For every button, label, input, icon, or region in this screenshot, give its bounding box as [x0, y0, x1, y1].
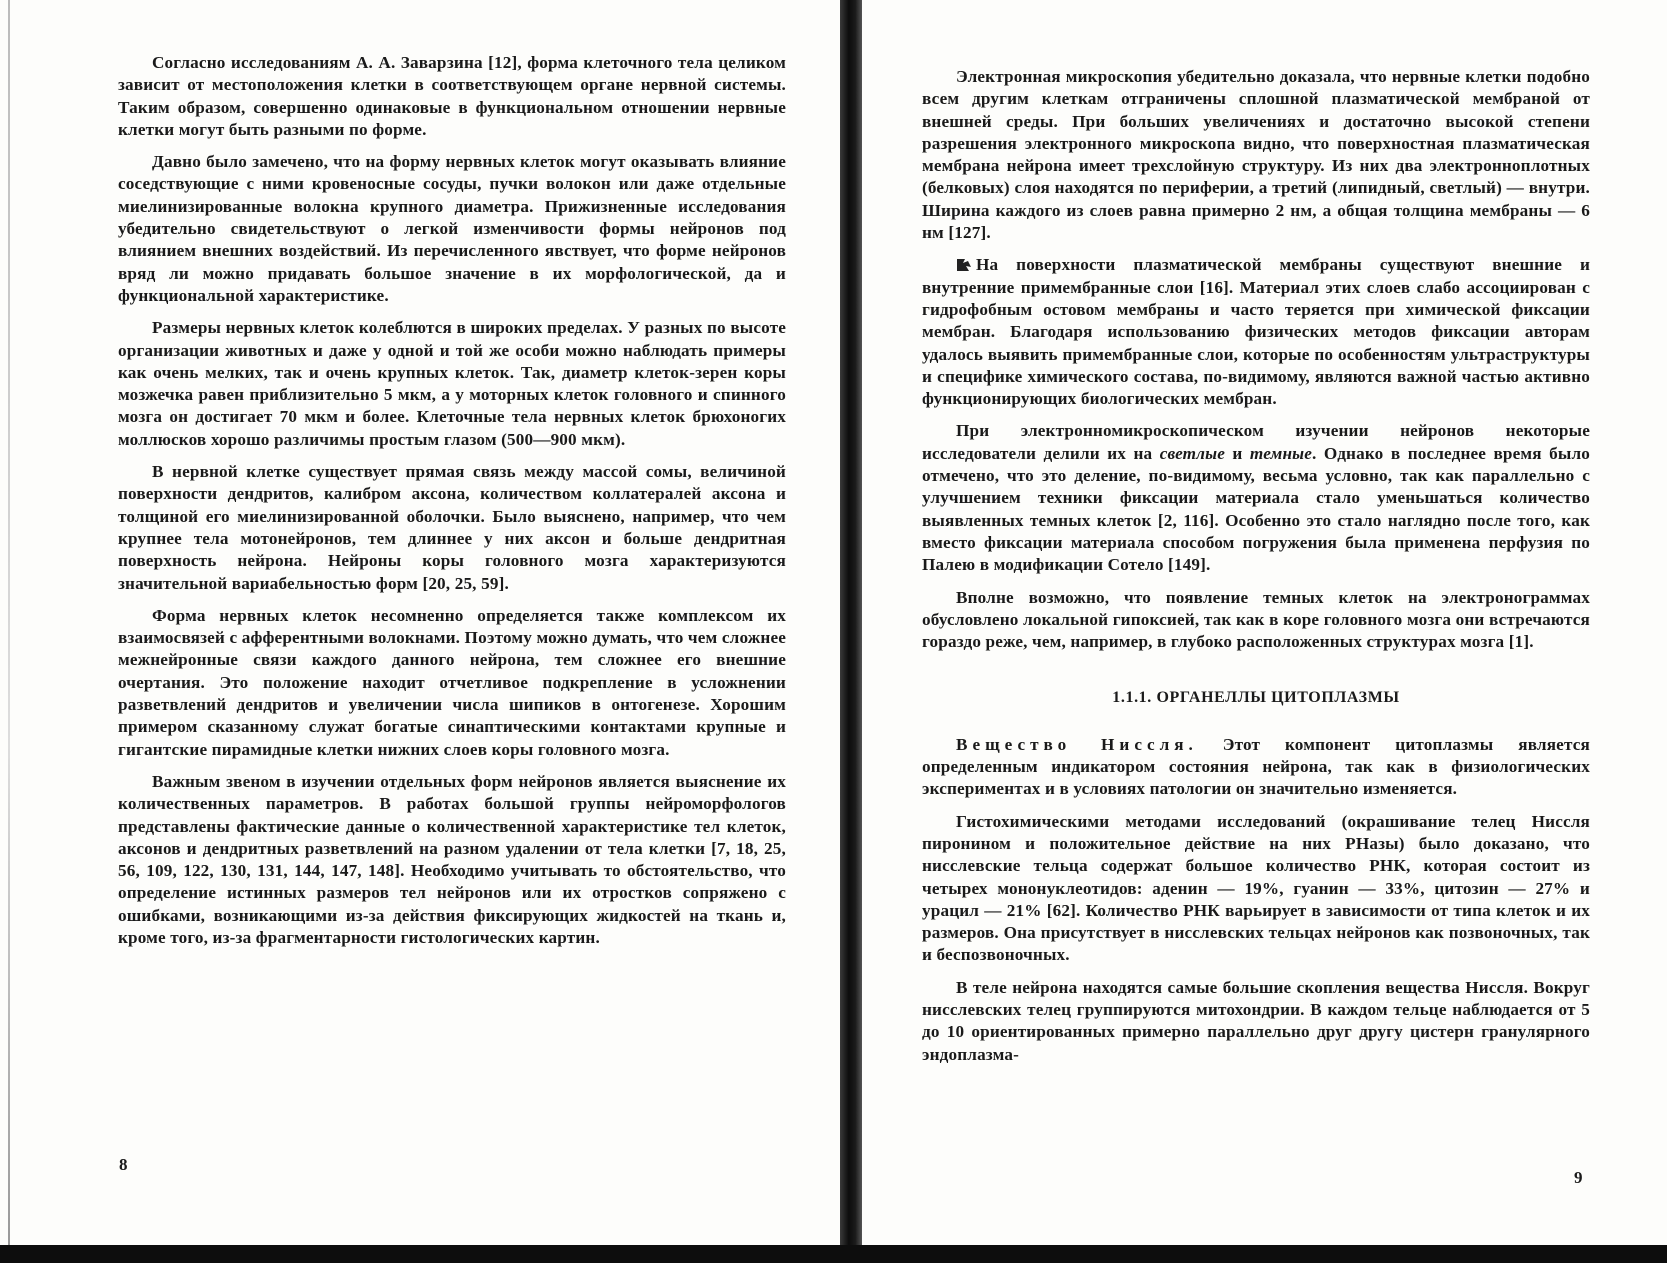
paragraph: Размеры нервных клеток колеблются в широких пределах. У разных по высоте организации животных и даже у одной и той же особи можно наблюдать примеры как очень мелких, так и очень крупных клеток. Так, диаметр клеток-зерен коры мозжечка равен приблизительно 5 мкм, а у моторных клеток головного и спинного мозга он достигает 70 мкм и более. Клеточные тела нервных клеток брюхоногих моллюсков хорошо различимы простым глазом (500—900 мкм).: [118, 318, 786, 449]
book-gutter: [840, 0, 862, 1263]
paragraph: В нервной клетке существует прямая связь между массой сомы, величиной поверхности дендритов, калибром аксона, количеством коллатералей аксона и толщиной его миелинизированной оболочки. Было выяснено, например, что чем крупнее тела мотонейронов, тем длиннее у них аксон и больше дендритная поверхность нейрона. Нейроны коры головного мозга характеризуются значительной вариабельностью форм [20, 25, 59].: [118, 462, 786, 593]
section-heading: 1.1.1. ОРГАНЕЛЛЫ ЦИТОПЛАЗМЫ: [1112, 689, 1400, 707]
right-text-column: [922, 66, 1590, 1076]
paragraph-text: и: [1224, 443, 1250, 463]
page-edge: [8, 0, 10, 1245]
paragraph: Гистохимическими методами исследований (окрашивание телец Ниссля пиронином и положительное действие на них РНазы) было доказано, что нисслевские тельца содержат большое количество РНК, которая состоит из четырех мононуклеотидов: аденин — 19%, гуанин — 33%, цитозин — 27% и урацил — 21% [62]. Количество РНК варьирует в зависимости от типа клеток и их размеров. Она присутствует в нисслевских тельцах нейронов как позвоночных, так и беспозвоночных.: [922, 811, 1590, 965]
scan-bottom-band: [0, 1245, 1667, 1263]
left-page: [0, 0, 840, 1245]
page-number: 8: [119, 1155, 128, 1174]
paragraph: Вполне возможно, что появление темных клеток на электронограммах обусловлено локальной гипоксией, так как в коре головного мозга они встречаются гораздо реже, чем, например, в глубоко расположенных структурах мозга [1].: [922, 587, 1590, 652]
paragraph: Важным звеном в изучении отдельных форм нейронов является выяснение их количественных параметров. В работах большой группы нейроморфологов представлены фактические данные о количественной характеристике тел клеток, аксонов и дендритных разветвлений на разном удалении от тела клетки [7, 18, 25, 56, 109, 122, 130, 131, 144, 147, 148]. Необходимо учитывать то обстоятельство, что определение истинных размеров тел нейронов или их отростков сопряжено с ошибками, возникающими из-за действия фиксирующих жидкостей на ткань и, кроме того, из-за фрагментарности гистологических картин.: [118, 771, 786, 947]
paragraph-text: При электронномикроскопическом изучении нейронов некоторые исследователи делили их на: [922, 421, 1590, 463]
paragraph: [922, 420, 1590, 576]
paragraph-text: Этот компонент цитоплазмы является определенным индикатором состояния нейрона, так как в физиологических экспериментах и в условиях патологии он значительно изменяется.: [922, 734, 1590, 799]
margin-mark-icon: [956, 258, 972, 272]
paragraph: В теле нейрона находятся самые большие скопления вещества Ниссля. Вокруг нисслевских телец группируются митохондрии. В каждом тельце наблюдается от 5 до 10 ориентированных примерно параллельно друг другу цистерн гранулярного эндоплазма-: [922, 977, 1590, 1064]
italic-term: светлые: [1159, 443, 1225, 463]
spaced-term: Вещество Ниссля.: [956, 734, 1198, 754]
page-number: 9: [1574, 1168, 1583, 1187]
paragraph: Форма нервных клеток несомненно определяется также комплексом их взаимосвязей с афферентными волокнами. Поэтому можно думать, что чем сложнее межнейронные связи каждого данного нейрона, тем сложнее его внешние очертания. Это положение находит отчетливое подкрепление в усложнении разветвлений дендритов и увеличении числа шипиков в онтогенезе. Хорошим примером сказанному служат богатые синаптическими контактами крупные и гигантские пирамидные клетки нижних слоев коры головного мозга.: [118, 605, 786, 759]
paragraph: Давно было замечено, что на форму нервных клеток могут оказывать влияние соседствующие с ними кровеносные сосуды, пучки волокон или даже отдельные миелинизированные волокна крупного диаметра. Прижизненные исследования убедительно свидетельствуют о легкой изменчивости формы нейронов под влиянием внешних воздействий. Из перечисленного явствует, что форме нейронов вряд ли можно придавать большое значение в их морфологической, да и функциональной характеристике.: [118, 152, 786, 305]
paragraph: Согласно исследованиям А. А. Заварзина [12], форма клеточного тела целиком зависит от местоположения клетки в соответствующем органе нервной системы. Таким образом, совершенно одинаковые в функциональном отношении нервные клетки могут быть разными по форме.: [118, 53, 786, 139]
paragraph-text: . Однако в последнее время было отмечено, что это деление, по-видимому, весьма условно, так как параллельно с улучшением техники фиксации материала стало уменьшаться количество выявленных темных клеток [2, 116]. Особенно это стало наглядно после того, как вместо фиксации материала способом погружения была применена перфузия по Палею в модификации Сотело [149].: [922, 443, 1590, 575]
paragraph-marked: [922, 254, 1590, 410]
paragraph: [922, 734, 1590, 801]
paragraph-text: На поверхности плазматической мембраны существуют внешние и внутренние примембранные слои [16]. Материал этих слоев слабо ассоциирован с гидрофобным остовом мембраны и часто теряется при химической фиксации мембран. Благодаря использованию физических методов фиксации авторам удалось выявить примембранные слои, которые по особенностям ультраструктуры и специфике химического состава, по-видимому, являются важной частью активно функционирующих биологических мембран.: [922, 255, 1590, 409]
italic-term: темные: [1249, 443, 1313, 463]
left-text-column: [118, 52, 786, 959]
paragraph: Электронная микроскопия убедительно доказала, что нервные клетки подобно всем другим клеткам отграничены сплошной плазматической мембраной от внешней среды. При больших увеличениях и достаточно высокой степени разрешения электронного микроскопа видно, что поверхностная плазматическая мембрана нейрона имеет трехслойную структуру. Из них два электронноплотных (белковых) слоя находятся по периферии, а третий (липидный, светлый) — внутри. Ширина каждого из слоев равна примерно 2 нм, а общая толщина мембраны — 6 нм [127].: [922, 67, 1590, 243]
